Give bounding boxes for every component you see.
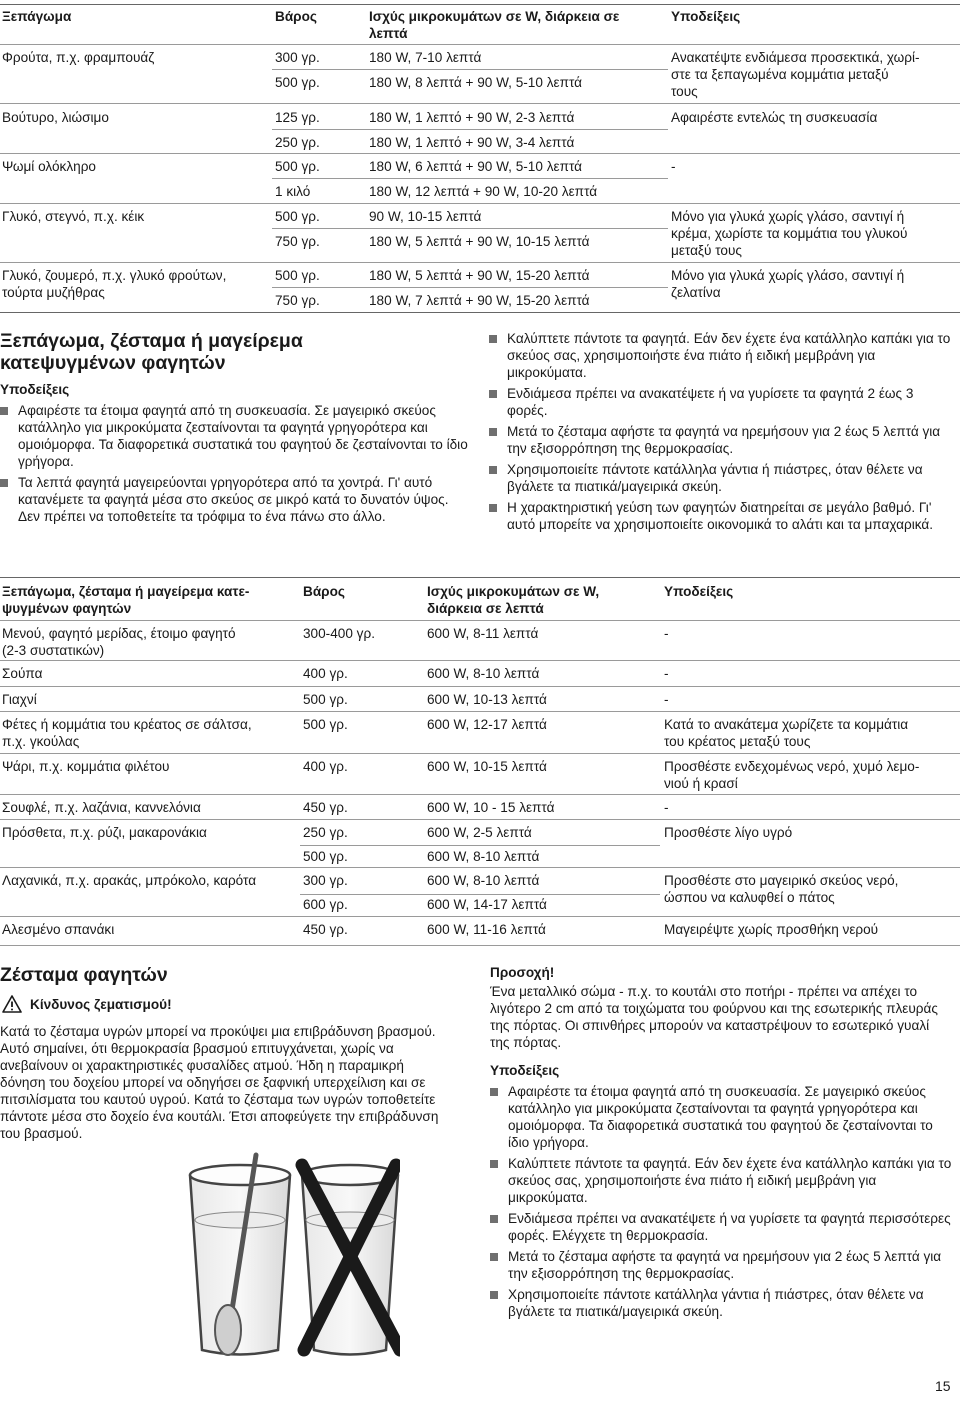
table1-tip: Μόνο για γλυκά χωρίς γλάσο, σαντιγί ή — [671, 209, 905, 224]
table2-food: (2-3 συστατικών) — [2, 643, 105, 658]
table2-power: 600 W, 10-13 λεπτά — [427, 692, 547, 707]
section2-title: Ζέσταμα φαγητών — [0, 964, 168, 986]
table1-tip: στε τα ξεπαγωμένα κομμάτια μεταξύ — [671, 67, 889, 82]
table1-row-rule — [0, 262, 960, 263]
table1-power: 180 W, 5 λεπτά + 90 W, 15-20 λεπτά — [369, 268, 590, 283]
table1-bottom-rule — [0, 312, 960, 313]
bullet-square-icon — [490, 1160, 498, 1168]
list-item: Αφαιρέστε τα έτοιμα φαγητά από τη συσκευασία. Σε μαγειρικό σκεύος κατάλληλο για μικροκύματα ζεσταίνονται τα φαγητά γρηγορότερα και ομοιόμορφα. Τα διαφορετικά συστατικά του φαγητού δε ζεσταίνονται το ίδιο γρήγορα. — [0, 402, 470, 470]
table1-weight: 300 γρ. — [275, 50, 320, 65]
table2-weight: 500 γρ. — [303, 692, 348, 707]
table1-tip: Αφαιρέστε εντελώς τη συσκευασία — [671, 110, 878, 125]
table1-weight: 250 γρ. — [275, 135, 320, 150]
table2-tip: Προσθέστε στο μαγειρικό σκεύος νερό, — [664, 873, 899, 888]
table1-sub-rule — [272, 228, 668, 229]
table2-power: 600 W, 2-5 λεπτά — [427, 825, 532, 840]
table1-weight: 125 γρ. — [275, 110, 320, 125]
table2-weight: 450 γρ. — [303, 800, 348, 815]
table1-weight: 500 γρ. — [275, 209, 320, 224]
table1-weight: 500 γρ. — [275, 268, 320, 283]
table2-top-rule — [0, 577, 960, 578]
table1-tip: τους — [671, 84, 698, 99]
table1-food: τούρτα μυζήθρας — [2, 285, 105, 300]
caution-title: Προσοχή! — [490, 965, 555, 980]
table2-food: Σούπα — [2, 666, 43, 681]
bullet-square-icon — [489, 466, 497, 474]
table2-row-rule — [0, 794, 960, 795]
table1-tip: κρέμα, χωρίστε τα κομμάτια του γλυκού — [671, 226, 908, 241]
table2-food: π.χ. γκούλας — [2, 734, 80, 749]
list-item: Καλύπτετε πάντοτε τα φαγητά. Εάν δεν έχετε ένα κατάλληλο καπάκι για το σκεύος σας, χρησιμοποιήστε ένα πιάτο ή ειδική μεμβράνη για μικροκύματα. — [490, 1155, 952, 1206]
table2-header-rule — [0, 620, 960, 621]
table2-weight: 400 γρ. — [303, 666, 348, 681]
table2-power: 600 W, 11-16 λεπτά — [427, 922, 546, 937]
table2-tip: ώσπου να καλυφθεί ο πάτος — [664, 890, 835, 905]
table2-food: Αλεσμένο σπανάκι — [2, 922, 115, 937]
list-item: Ενδιάμεσα πρέπει να ανακατέψετε ή να γυρίσετε τα φαγητά 2 έως 3 φορές. — [489, 385, 951, 419]
table2-power: 600 W, 8-10 λεπτά — [427, 873, 540, 888]
table1-power: 180 W, 7-10 λεπτά — [369, 50, 482, 65]
list-item: Χρησιμοποιείτε πάντοτε κατάλληλα γάντια ή πιάστρες, όταν θέλετε να βγάλετε τα πιατικά/μαγειρικά σκεύη. — [490, 1286, 952, 1320]
table2-food: Γιαχνί — [2, 692, 37, 707]
glass-spoon-illustration — [180, 1145, 400, 1365]
table2-header-power-2: διάρκεια σε λεπτά — [427, 601, 544, 616]
list-item: Χρησιμοποιείτε πάντοτε κατάλληλα γάντια ή πιάστρες, όταν θέλετε να βγάλετε τα πιατικά/μαγειρικά σκεύη. — [489, 461, 951, 495]
table2-sub-rule — [300, 894, 660, 895]
table1-tip: Μόνο για γλυκά χωρίς γλάσο, σαντιγί ή — [671, 268, 905, 283]
list-item: Μετά το ζέσταμα αφήστε τα φαγητά να ηρεμήσουν για 2 έως 5 λεπτά για την εξισορρόπηση της θερμοκρασίας. — [489, 423, 951, 457]
bullet-square-icon — [490, 1215, 498, 1223]
table1-sub-rule — [272, 178, 668, 179]
bullet-square-icon — [490, 1088, 498, 1096]
section1-title-line2: κατεψυγμένων φαγητών — [0, 352, 226, 374]
table1-tip: - — [671, 159, 676, 174]
table2-bottom-rule — [0, 945, 960, 946]
list-item: Η χαρακτηριστική γεύση των φαγητών διατηρείται σε μεγάλο βαθμό. Γι' αυτό μπορείτε να χρησιμοποιείτε οικονομικά το αλάτι και τα μπαχαρικά. — [489, 499, 951, 533]
table2-tip: του κρέατος μεταξύ τους — [664, 734, 811, 749]
table2-tip: - — [664, 692, 669, 707]
table2-weight: 300-400 γρ. — [303, 626, 375, 641]
table1-header-hints: Υποδείξεις — [671, 9, 741, 24]
table2-power: 600 W, 8-10 λεπτά — [427, 849, 540, 864]
table1-weight: 750 γρ. — [275, 234, 320, 249]
table2-tip: νιού ή κρασί — [664, 776, 738, 791]
table2-tip: Προσθέστε ενδεχομένως νερό, χυμό λεμο- — [664, 759, 920, 774]
table2-header-food: Ξεπάγωμα, ζέσταμα ή μαγείρεμα κατε- — [2, 584, 250, 599]
table1-weight: 500 γρ. — [275, 75, 320, 90]
table1-row-rule — [0, 153, 960, 154]
table1-tip: Ανακατέψτε ενδιάμεσα προσεκτικά, χωρί- — [671, 50, 920, 65]
table2-weight: 250 γρ. — [303, 825, 348, 840]
table1-sub-rule — [272, 129, 668, 130]
table1-tip: μεταξύ τους — [671, 243, 742, 258]
table2-food: Μενού, φαγητό μερίδας, έτοιμο φαγητό — [2, 626, 236, 641]
caution-text: Ένα μεταλλικό σώμα - π.χ. το κουτάλι στο ποτήρι - πρέπει να απέχει το λιγότερο 2 cm από τα τοιχώματα του φούρνου και της εσωτερικής πλευράς της πόρτας. Οι σπινθήρες μπορούν να καταστρέψουν το εσωτερικό γυαλί της πόρτας. — [490, 984, 938, 1050]
table1-power: 180 W, 5 λεπτά + 90 W, 10-15 λεπτά — [369, 234, 590, 249]
table2-header-weight: Βάρος — [303, 584, 345, 599]
table1-row-rule — [0, 203, 960, 204]
table2-weight: 500 γρ. — [303, 717, 348, 732]
table1-power: 180 W, 8 λεπτά + 90 W, 5-10 λεπτά — [369, 75, 582, 90]
table2-power: 600 W, 8-11 λεπτά — [427, 626, 539, 641]
table1-header-food: Ξεπάγωμα — [2, 9, 72, 24]
list-item: Καλύπτετε πάντοτε τα φαγητά. Εάν δεν έχετε ένα κατάλληλο καπάκι για το σκεύος σας, χρησιμοποιήστε ένα πιάτο ή ειδική μεμβράνη για μικροκύματα. — [489, 330, 951, 381]
table2-weight: 300 γρ. — [303, 873, 348, 888]
table2-row-rule — [0, 660, 960, 661]
bullet-square-icon — [489, 428, 497, 436]
bullet-square-icon — [489, 504, 497, 512]
bullet-square-icon — [490, 1291, 498, 1299]
glass-with-spoon — [190, 1155, 290, 1355]
table1-weight: 500 γρ. — [275, 159, 320, 174]
bullet-square-icon — [489, 390, 497, 398]
table2-food: Πρόσθετα, π.χ. ρύζι, μακαρονάκια — [2, 825, 207, 840]
table1-tip: ζελατίνα — [671, 285, 721, 300]
bullet-square-icon — [0, 479, 8, 487]
table2-food: Φέτες ή κομμάτια του κρέατος σε σάλτσα, — [2, 717, 252, 732]
table2-tip: Μαγειρέψτε χωρίς προσθήκη νερού — [664, 922, 879, 937]
section2-paragraph: Κατά το ζέσταμα υγρών μπορεί να προκύψει μια επιβράδυνση βρασμού. Αυτό σημαίνει, ότι θερμοκρασία βρασμού επιτυγχάνεται, χωρίς να ανεβαίνουν οι χαρακτηριστικές φυσαλίδες ατμού. Ήδη η παραμικρή δόνηση του δοχείου μπορεί να οδηγήσει σε ξαφνική υπερχείλιση και σε πιτσιλίσματα του καυτού υγρού. Κατά το ζέσταμα των υγρών τοποθετείτε πάντοτε μέσα στο δοχείο ένα κουτάλι. Έτσι αποφεύγετε την επιβράδυνση του βρασμού. — [0, 1024, 439, 1141]
section2-bullets — [490, 1083, 952, 1324]
table1-food: Φρούτα, π.χ. φραμπουάζ — [2, 50, 155, 65]
table2-sub-rule — [300, 845, 660, 846]
table1-food: Γλυκό, ζουμερό, π.χ. γλυκό φρούτων, — [2, 268, 227, 283]
bullet-square-icon — [0, 407, 8, 415]
table1-food: Βούτυρο, λιώσιμο — [2, 110, 109, 125]
table2-tip: Προσθέστε λίγο υγρό — [664, 825, 793, 840]
section1-title — [0, 330, 470, 374]
table2-food: Λαχανικά, π.χ. αρακάς, μπρόκολο, καρότα — [2, 873, 257, 888]
table2-row-rule — [0, 686, 960, 687]
section1-hints-heading: Υποδείξεις — [0, 382, 70, 397]
table1-top-rule — [0, 4, 960, 5]
table2-power: 600 W, 8-10 λεπτά — [427, 666, 540, 681]
table2-weight: 500 γρ. — [303, 849, 348, 864]
table2-food: Σουφλέ, π.χ. λαζάνια, καννελόνια — [2, 800, 201, 815]
table1-sub-rule — [272, 287, 668, 288]
table1-food: Γλυκό, στεγνό, π.χ. κέικ — [2, 209, 145, 224]
table2-header-hints: Υποδείξεις — [664, 584, 734, 599]
table2-header-food-2: ψυγμένων φαγητών — [2, 601, 132, 616]
table2-tip: - — [664, 800, 669, 815]
table2-tip: - — [664, 626, 669, 641]
table1-header-power-2: λεπτά — [369, 26, 408, 41]
table2-power: 600 W, 14-17 λεπτά — [427, 897, 547, 912]
table2-row-rule — [0, 867, 960, 868]
page-number: 15 — [935, 1378, 951, 1394]
table2-weight: 600 γρ. — [303, 897, 348, 912]
section1-right-bullets — [489, 330, 951, 537]
table2-tip: - — [664, 666, 669, 681]
table1-header-rule — [0, 44, 960, 45]
table1-power: 180 W, 1 λεπτό + 90 W, 2-3 λεπτά — [369, 110, 575, 125]
bullet-square-icon — [490, 1253, 498, 1261]
table2-row-rule — [0, 916, 960, 917]
table2-header-power: Ισχύς μικροκυμάτων σε W, — [427, 584, 600, 599]
list-item: Αφαιρέστε τα έτοιμα φαγητά από τη συσκευασία. Σε μαγειρικό σκεύος κατάλληλο για μικροκύματα ζεσταίνονται τα φαγητά γρηγορότερα και ομοιόμορφα. Τα διαφορετικά συστατικά του φαγητού δε ζεσταίνονται το ίδιο γρήγορα. — [490, 1083, 952, 1151]
warning-triangle-icon — [2, 995, 22, 1013]
section1-left-bullets — [0, 402, 470, 529]
section1-title-line1: Ξεπάγωμα, ζέσταμα ή μαγείρεμα — [0, 330, 303, 352]
table1-header-power: Ισχύς μικροκυμάτων σε W, διάρκεια σε — [369, 9, 620, 24]
table1-power: 180 W, 1 λεπτό + 90 W, 3-4 λεπτά — [369, 135, 575, 150]
table2-power: 600 W, 10 - 15 λεπτά — [427, 800, 555, 815]
table1-power: 180 W, 12 λεπτά + 90 W, 10-20 λεπτά — [369, 184, 598, 199]
table1-weight: 750 γρ. — [275, 293, 320, 308]
table2-power: 600 W, 12-17 λεπτά — [427, 717, 547, 732]
table1-header-weight: Βάρος — [275, 9, 317, 24]
table1-sub-rule — [272, 69, 668, 70]
table2-row-rule — [0, 711, 960, 712]
list-item: Μετά το ζέσταμα αφήστε τα φαγητά να ηρεμήσουν για 2 έως 5 λεπτά για την εξισορρόπηση της θερμοκρασίας. — [490, 1248, 952, 1282]
table1-power: 180 W, 6 λεπτά + 90 W, 5-10 λεπτά — [369, 159, 582, 174]
table2-row-rule — [0, 753, 960, 754]
list-item: Τα λεπτά φαγητά μαγειρεύονται γρηγορότερα από τα χοντρά. Γι' αυτό κατανέμετε τα φαγητά μέσα στο σκεύος σε μικρό κατά το δυνατόν ύψος. Δεν πρέπει να τοποθετείτε τα τρόφιμα το ένα πάνω στο άλλο. — [0, 474, 470, 525]
table2-weight: 400 γρ. — [303, 759, 348, 774]
table1-weight: 1 κιλό — [275, 184, 311, 199]
table2-weight: 450 γρ. — [303, 922, 348, 937]
table2-food: Ψάρι, π.χ. κομμάτια φιλέτου — [2, 759, 170, 774]
table2-tip: Κατά το ανακάτεμα χωρίζετε τα κομμάτια — [664, 717, 909, 732]
table1-power: 180 W, 7 λεπτά + 90 W, 15-20 λεπτά — [369, 293, 590, 308]
warning-label: Κίνδυνος ζεματισμού! — [30, 997, 172, 1012]
section2-hints-heading: Υποδείξεις — [490, 1063, 560, 1078]
table1-food: Ψωμί ολόκληρο — [2, 159, 96, 174]
list-item: Ενδιάμεσα πρέπει να ανακατέψετε ή να γυρίσετε τα φαγητά περισσότερες φορές. Ελέγχετε τη θερμοκρασία. — [490, 1210, 952, 1244]
table1-power: 90 W, 10-15 λεπτά — [369, 209, 482, 224]
glass-crossed — [302, 1165, 400, 1355]
table1-row-rule — [0, 103, 960, 104]
bullet-square-icon — [489, 335, 497, 343]
table2-power: 600 W, 10-15 λεπτά — [427, 759, 547, 774]
table2-row-rule — [0, 819, 960, 820]
